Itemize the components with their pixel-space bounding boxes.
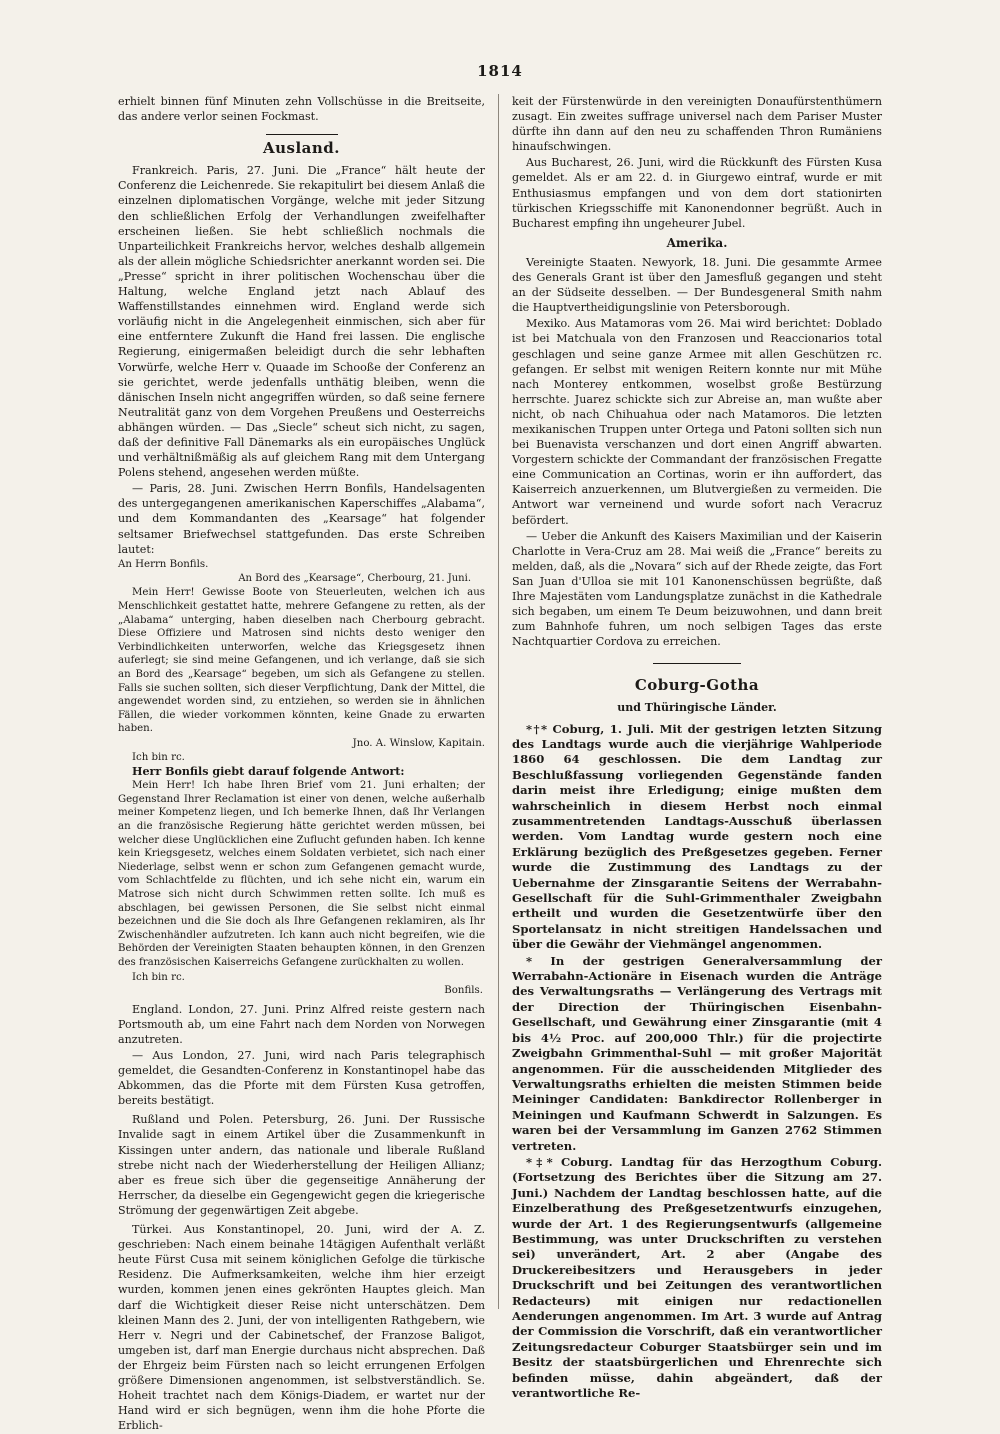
reply-bonfils-body: Mein Herr! Ich habe Ihren Brief vom 21. Juni erhalten; der Gegenstand Ihrer Reclamation ist einer von denen, welche außerhalb meiner Kompetenz liegen, und Ich bemerke Ihnen, daß Ihr Verlangen an die französische Regierung hätte gerichtet werden müssen, bei welcher diese Unglücklichen eine Zuflucht gefunden haben. Ich kenne kein Kriegsgesetz, welches einem Soldaten verbietet, sich nach einer Niederlage, selbst wenn er schon zum Gefangenen gemacht wurde, vom Schlachtfelde zu flüchten, und ich sehe nicht ein, warum ein Matrose sich nicht durch Schwimmen retten sollte. Ich muß es abschlagen, bei gewissen Personen, die Sie selbst nicht einmal bezeichnen und die Sie doch als Ihre Gefangenen reklamiren, als Ihr Zwischenhändler aufzutreten. Ich kann auch nicht begreifen, wie die Behörden der Vereinigten Staaten behaupten können, in den Grenzen des französischen Kaiserreichs Gefangene zurückhalten zu wollen. xyxy=(118,780,485,968)
section-rule xyxy=(653,663,741,664)
column-divider xyxy=(498,94,499,1309)
letter-winslow-signature: Jno. A. Winslow, Kapitain. xyxy=(352,737,485,749)
letter-addressee: An Herrn Bonfils. xyxy=(118,558,209,570)
article-bucharest: Aus Bucharest, 26. Juni, wird die Rückkunft des Fürsten Kusa gemeldet. Als er am 22. d. in Giurgewo eintraf, wurde er mit Enthusiasmus empfangen und von dem dort stationirten türkischen Kriegsschiffe mit Kanonendonner begrüßt. Auch in Bucharest empfing ihn ungeheurer Jubel. xyxy=(512,156,882,230)
section-subtitle-thueringen: und Thüringische Länder. xyxy=(617,701,777,715)
left-column xyxy=(118,94,485,1434)
article-vereinigte-staaten: Vereinigte Staaten. Newyork, 18. Juni. Die gesammte Armee des Generals Grant ist über den Jamesfluß gegangen und steht an der Südseite desselben. — Der Bundesgeneral Smith nahm die Hauptvertheidigungslinie von Petersborough. xyxy=(512,255,882,315)
article-werrabahn: * In der gestrigen Generalversammlung der Werrabahn-Actionäre in Eisenach wurden die Anträge des Verwaltungsraths — Verlängerung des Vertrags mit der Direction der Thüringischen Eisenbahn-Gesellschaft, und Gewährung einer Zinsgarantie (mit 4 bis 4½ Proc. auf 200,000 Thlr.) für die projectirte Zweigbahn Grimmenthal-Suhl — mit großer Majorität angenommen. Für die ausscheidenden Mitglieder des Verwaltungsraths erhielten die meisten Stimmen beide Meininger Candidaten: Bankdirector Rollenberger in Meiningen und Kaufmann Schwerdt in Salzungen. Es waren bei der Versammlung im Ganzen 2762 Stimmen vertreten. xyxy=(512,953,882,1153)
reply-bonfils-signature: Bonfils. xyxy=(444,985,483,997)
section-title-coburg-gotha: Coburg-Gotha xyxy=(634,676,760,695)
reply-intro: Herr Bonfils giebt darauf folgende Antwort: xyxy=(132,765,405,779)
right-column xyxy=(512,94,882,1402)
article-coburg-landtag: *†* Coburg, 1. Juli. Mit der gestrigen letzten Sitzung des Landtags wurde auch die vierjährige Wahlperiode 1860 64 geschlossen. Die dem Landtag zur Beschlußfassung vorliegenden Gegenstände fanden darin meist ihre Erledigung; einige mußten dem wahrscheinlich in diesem Herbst noch einmal zusammentretenden Landtags-Ausschuß überlassen werden. Vom Landtag wurde gestern noch eine Erklärung bezüglich des Preßgesetzes gegeben. Ferner wurde die Zustimmung des Landtags zu der Uebernahme der Zinsgarantie Seitens der Werrabahn-Gesellschaft für die Suhl-Grimmenthaler Zweigbahn ertheilt und wurden die Gesetzentwürfe über den Sportelansatz in nicht streitigen Handelssachen und über die Gewähr der Viehmängel angenommen. xyxy=(512,721,882,952)
section-title-amerika: Amerika. xyxy=(666,235,728,250)
letter-place-date: An Bord des „Kearsage“, Cherbourg, 21. Juni. xyxy=(238,573,471,585)
article-frankreich-paris-28: — Paris, 28. Juni. Zwischen Herrn Bonfils, Handelsagenten des untergegangenen amerikanischen Kaperschiffes „Alabama“, und dem Kommandanten des „Kearsage“ hat folgender seltsamer Briefwechsel stattgefunden. Das erste Schreiben lautet: xyxy=(118,482,485,556)
article-england-telegraph: — Aus London, 27. Juni, wird nach Paris telegraphisch gemeldet, die Gesandten-Conferenz in Konstantinopel habe das Abkommen, das die Pforte mit dem Fürsten Kusa getroffen, bereits bestätigt. xyxy=(118,1049,485,1108)
article-mexiko: Mexiko. Aus Matamoras vom 26. Mai wird berichtet: Doblado ist bei Matchuala von den Franzosen und Reaccionarios total geschlagen und seine ganze Armee mit allen Geschützen rc. gefangen. Er selbst mit wenigen Reitern konnte nur mit Mühe nach Monterey entkommen, woselbst große Bestürzung herrschte. Juarez schickte sich zur Abreise an, man wußte aber nicht, ob nach Chihuahua oder nach Matamoros. Die letzten mexikanischen Truppen unter Ortega und Patoni sollten sich nun bei Buenavista verschanzen und dort einen Angriff abwarten. Vorgestern schickte der Commandant der französischen Fregatte eine Communication an Cortinas, worin er ihn auffordert, das Kaiserreich anzuerkennen, um Blutvergießen zu vermeiden. Die Antwort war verneinend und wurde sofort nach Veracruz befördert. xyxy=(512,317,882,527)
article-frankreich-paris-27: Frankreich. Paris, 27. Juni. Die „France“ hält heute der Conferenz die Leichenrede. Sie rekapitulirt bei diesem Anlaß die einzelnen diplomatischen Vorgänge, welche mit jeder Sitzung den schließlichen Erfolg der Verhandlungen zweifelhafter erscheinen ließen. Sie hebt schließlich nochmals die Unparteilichkeit Frankreichs hervor, welches deshalb allgemein als der allein mögliche Schiedsrichter anerkannt worden sei. Die „Presse“ spricht in ihrer politischen Wochenschau über die Haltung, welche England jetzt nach Ablauf des Waffenstillstandes einnehmen wird. England werde sich vorläufig nicht in die Angelegenheit einmischen, sich aber für eine entferntere Zukunft die Hand frei lassen. Die englische Regierung, einigermaßen beleidigt durch die sehr lebhaften Vorwürfe, welche Herr v. Quaade im Schooße der Conferenz an sie gerichtet, werde jedenfalls unthätig bleiben, wenn die dänischen Inseln nicht angegriffen würden, so daß seine fernere Neutralität ganz von dem Vorgehen Preußens und Oesterreichs abhängen würden. — Das „Siecle“ scheut sich nicht, zu sagen, daß der definitive Fall Dänemarks als ein europäisches Unglück und verhältnißmäßig als auf gleichem Rang mit dem Untergang Polens stehend, angesehen werden müßte. xyxy=(118,164,485,480)
article-russland-polen: Rußland und Polen. Petersburg, 26. Juni. Der Russische Invalide sagt in einem Artikel über die Zusammenkunft in Kissingen unter andern, das nationale und liberale Rußland strebe nicht nach der Wiederherstellung der Heiligen Allianz; aber es freue sich über die gegenseitige Annäherung der Herrscher, da dieselbe ein Gegengewicht gegen die kriegerische Strömung der gegenwärtigen Zeit abgebe. xyxy=(118,1113,485,1217)
intro-paragraph: erhielt binnen fünf Minuten zehn Vollschüsse in die Breitseite, das andere verlor seinen Fockmast. xyxy=(118,95,485,124)
article-tuerkei-continued: keit der Fürstenwürde in den vereinigten Donaufürstenthümern zusagt. Ein zweites suffrage universel nach dem Pariser Muster dürfte ihn dann auf den neu zu schaffenden Thron Rumäniens hinaufschwingen. xyxy=(512,95,882,154)
page-number: 1814 xyxy=(477,62,523,80)
section-title-ausland: Ausland. xyxy=(262,139,341,158)
letter-winslow-body: Mein Herr! Gewisse Boote von Steuerleuten, welchen ich aus Menschlichkeit gestattet hatte, mehrere Gefangene zu retten, als der „Alabama“ unterging, haben dieselben nach Cherbourg gebracht. Diese Offiziere und Matrosen sind nichts desto weniger den Verbindlichkeiten unterworfen, welche das Kriegsgesetz ihnen auferlegt; sie sind meine Gefangenen, und ich verlange, daß sie sich an Bord des „Kearsage“ begeben, um sich als Gefangene zu stellen. Falls sie suchen sollten, sich dieser Verpflichtung, Dank der Mittel, die angewendet worden sind, zu entziehen, so werden sie in ähnlichen Fällen, die wieder vorkommen könnten, keine Gnade zu erwarten haben. xyxy=(118,587,485,735)
letter-winslow-closing: Ich bin rc. xyxy=(132,751,185,763)
article-coburg-pressgesetz: *‡* Coburg. Landtag für das Herzogthum Coburg. (Fortsetzung des Berichtes über die Sitzung am 27. Juni.) Nachdem der Landtag beschlossen hatte, auf die Einzelberathung des Preßgesetzentwurfs einzugehen, wurde der Art. 1 des Regierungsentwurfs (allgemeine Bestimmung, was unter Druckschriften zu verstehen sei) unverändert, Art. 2 aber (Angabe des Druckereibesitzers und Herausgebers in jeder Druckschrift und bei Zeitungen des verantwortlichen Redacteurs) mit einigen nur redactionellen Aenderungen angenommen. Im Art. 3 wurde auf Antrag der Commission die Vorschrift, daß ein verantwortlicher Zeitungsredacteur Coburger Staatsbürger sein und im Besitz der staatsbürgerlichen und Ehrenrechte sich befinden müsse, dahin abgeändert, daß der verantwortliche Re- xyxy=(512,1154,882,1401)
article-england-london: England. London, 27. Juni. Prinz Alfred reiste gestern nach Portsmouth ab, um eine Fahrt nach dem Norden von Norwegen anzutreten. xyxy=(118,1002,485,1046)
section-rule xyxy=(266,134,338,135)
article-tuerkei: Türkei. Aus Konstantinopel, 20. Juni, wird der A. Z. geschrieben: Nach einem beinahe 14tägigen Aufenthalt verläßt heute Fürst Cusa mit seinem königlichen Gefolge die türkische Residenz. Die Aufmerksamkeiten, welche ihm hier erzeigt wurden, kommen jenen eines gekrönten Hauptes gleich. Man darf die Wichtigkeit dieser Reise nicht unterschätzen. Dem kleinen Mann des 2. Juni, der von intelligenten Rathgebern, wie Herr v. Negri und der Cabinetschef, der Franzose Baligot, umgeben ist, darf man Energie durchaus nicht absprechen. Daß der Ehrgeiz beim Fürsten nach so leicht errungenen Erfolgen größere Dimensionen angenommen, ist selbstverständlich. Se. Hoheit trachtet nach dem Königs-Diadem, er wartet nur der Hand wird er sich begnügen, wenn ihm die hohe Pforte die Erblich- xyxy=(118,1223,485,1433)
article-mexiko-maximilian: — Ueber die Ankunft des Kaisers Maximilian und der Kaiserin Charlotte in Vera-Cruz am 28. Mai weiß die „France“ bereits zu melden, daß, als die „Novara“ sich auf der Rhede zeigte, das Fort San Juan d'Ulloa sie mit 101 Kanonenschüssen begrüßte, daß Ihre Majestäten vom Landungsplatze zunächst in die Kathedrale sich begaben, um einem Te Deum beizuwohnen, und dann breit zum Bahnhofe fuhren, um noch selbigen Tages das erste Nachtquartier Cordova zu erreichen. xyxy=(512,529,882,649)
reply-bonfils-closing: Ich bin rc. xyxy=(132,971,185,983)
